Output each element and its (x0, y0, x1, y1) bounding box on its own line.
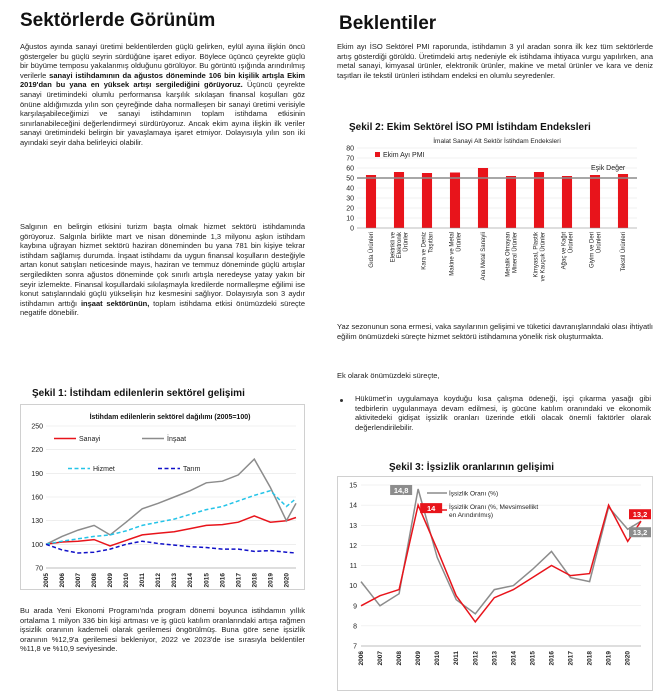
x-tick-label-line: Kimyasal, Plastik (533, 232, 540, 278)
bullet-item: Hükümet'in uygulamaya koyduğu kısa çalışma ödeneği, işçi çıkarma yasağı gibi tedbirlerin uygulanmaya devam edilmesi, iş gücüne katılım oranındaki ve ekonomik aktivitedeki gidişat işsizlik oranları üzerinde etkili olacak önemli faktörler olarak değerlendirilebilir. (355, 394, 651, 432)
y-tick-label: 0 (350, 225, 354, 233)
x-tick-label: 2015 (529, 651, 537, 666)
x-tick-label-line: Elektronik (397, 232, 403, 259)
pmi-bar-chart (337, 134, 653, 316)
legend-label: Hizmet (93, 466, 115, 473)
y-tick-label: 15 (349, 482, 357, 490)
value-badge-label: 14,8 (393, 485, 409, 495)
y-tick-label: 190 (31, 470, 43, 478)
x-tick-label (590, 232, 603, 268)
y-tick-label: 130 (31, 518, 43, 526)
text-run: Ağustos ayında sanayi üretimi beklentilerden güçlü gelirken, eylül ayına ilişkin öncü göstergeler bu güçlü seyrin sürdüğüne işaret ediyor. Böylece üçüncü çeyrekte güçlü bir büyüme temposu yakalanmış olduğunu görülüyor. Bu görüntü ışığında arındırılmış verilerle (20, 42, 305, 80)
text-run: Salgının en belirgin etkisini turizm başta olmak hizmet sektörü istihdamında görüyoruz. Salgınla birlikte mart ve nisan döneminde 1,3 milyonu aşkın istihdam kaybına uğrayan hizmet sektörü haziran döneminden bu yana 781 bin kişiye tekrar istihdam sağlamış durumda. İnşaat istihdamı da uygun finansal koşulların desteğiyle artan konut satışları neticesinde mayıs, haziran ve temmuz döneminde güçlü artışlar sergiledikten sonra ağustos döneminde çok sınırlı artışla neredeyse yatay yakın bir seyir izlemekte. Finansal koşullardaki sıkılaşmayla kredilerde normalleşme eğilimi ise konut satışlarındaki güçlü yükselişin hız kesmesini sağlıyor. Dolayısıyla son 3 aydır istihdamın arttığı (20, 222, 305, 308)
x-tick-label-line: Elektrikli ve (390, 232, 397, 263)
y-tick-label: 9 (353, 603, 357, 611)
x-tick-label: 2013 (491, 651, 499, 666)
bar (506, 176, 516, 228)
y-tick-label: 70 (346, 155, 354, 163)
paragraph-hizmet-risk: Yaz sezonunun sona ermesi, vaka sayılarının gelişimi ve tüketici davranışlarındaki olası ihtiyatlı eğilim önümüzdeki süreçte hizmet sektörü istihdamına yönelik risk oluşturmakta. (337, 322, 653, 341)
x-tick-label-line: Ürünler (456, 232, 463, 252)
y-tick-label: 60 (346, 165, 354, 173)
y-tick-label: 13 (349, 522, 357, 530)
y-tick-label: 70 (35, 565, 43, 573)
legend-swatch (375, 152, 380, 157)
legend-label-line: İşsizlik Oranı (%, Mevsimsellikt (449, 504, 539, 511)
y-tick-label: 8 (353, 623, 357, 631)
x-tick-label (620, 232, 627, 271)
x-tick-label: 2007 (377, 651, 385, 666)
x-tick-label-line: Giyim ve Deri (589, 232, 596, 269)
bar (394, 172, 404, 228)
section-heading-beklentiler: Beklentiler (339, 13, 437, 34)
x-tick-label: 2011 (139, 573, 147, 588)
y-tick-label: 250 (31, 423, 43, 431)
y-tick-label: 40 (346, 185, 354, 193)
x-tick-label: 2008 (91, 573, 99, 588)
figure3-title: Şekil 3: İşsizlik oranlarının gelişimi (389, 462, 555, 473)
x-tick-label: 2006 (358, 651, 365, 666)
x-tick-label: 2009 (415, 651, 423, 666)
bar (562, 176, 572, 228)
x-tick-label (368, 232, 375, 268)
legend-label: İnşaat (167, 436, 187, 443)
legend-label: Ekim Ayı PMI (383, 152, 425, 159)
sector-employment-chart (20, 404, 305, 590)
x-tick-label: 2019 (267, 573, 275, 588)
paragraph-yep: Bu arada Yeni Ekonomi Programı'nda program dönemi boyunca istihdamın yıllık ortalama 1 milyon 336 bin kişi artması ve iş gücü katılım oranlarındaki artışa rağmen işsizlik oranının kademeli olarak gerilemesi öngörülmüş. Buna göre sene işsizlik oranının %12,9'a gerilemesi bekleniyor, 2022 ve 2023'de ise sırasıyla beklentiler %11,8 ve %10,9 seviyesinde. (20, 606, 305, 654)
x-tick-label: 2015 (203, 573, 211, 588)
y-tick-label: 10 (349, 583, 357, 591)
x-tick-label: 2012 (472, 651, 480, 666)
x-tick-label (422, 232, 435, 270)
y-tick-label: 20 (346, 205, 354, 213)
text-run: toplam istihdama etkisi önümüzdeki süreçte negatife dönebilir. (20, 298, 305, 318)
x-tick-label (534, 231, 547, 281)
chart-title: İmalat Sanayi Alt Sektör İstihdam Endeksleri (433, 138, 561, 145)
x-tick-label: 2006 (59, 573, 67, 588)
x-tick-label: 2010 (434, 651, 442, 666)
bar (366, 175, 376, 228)
bar (618, 174, 628, 228)
legend-label-line: en Arındırılmış) (449, 512, 494, 519)
x-tick-label: 2017 (567, 651, 575, 666)
x-tick-label: 2012 (155, 573, 163, 588)
x-tick-label: 2018 (251, 573, 259, 588)
x-tick-label: 2013 (171, 573, 179, 588)
y-tick-label: 10 (346, 215, 354, 223)
figure1-title: Şekil 1: İstihdam edilenlerin sektörel gelişimi (32, 388, 245, 399)
y-tick-label: 30 (346, 195, 354, 203)
legend-label: Tarım (183, 466, 201, 473)
bar (478, 168, 488, 228)
paragraph-ek-olarak: Ek olarak önümüzdeki süreçte, (337, 371, 440, 380)
legend-label: Sanayi (79, 436, 101, 443)
bar (422, 173, 432, 228)
y-tick-label: 12 (349, 542, 357, 550)
x-tick-label-line: Kara ve Deniz (421, 232, 428, 270)
paragraph-hizmet (20, 222, 305, 318)
x-tick-label-line: Ana Metal Sanayii (481, 232, 487, 281)
x-tick-label-line: Ürünleri (568, 232, 575, 254)
y-tick-label: 100 (31, 541, 43, 549)
x-tick-label-line: Ağaç ve Kağıt (561, 232, 568, 270)
x-tick-label (562, 232, 575, 270)
x-tick-label-line: Gıda Ürünleri (369, 232, 375, 268)
x-tick-label: 2011 (453, 651, 461, 666)
x-tick-label: 2020 (283, 573, 291, 588)
x-tick-label: 2014 (510, 651, 518, 666)
value-badge-label: 13,2 (632, 510, 648, 520)
bar (450, 173, 460, 229)
bold-run: inşaat sektörünün, (80, 298, 150, 308)
y-tick-label: 160 (31, 494, 43, 502)
value-badge-label: 14 (426, 503, 436, 513)
chart-title: İstihdam edilenlerin sektörel dağılımı (2005=100) (89, 414, 251, 421)
x-tick-label: 2005 (43, 573, 50, 588)
y-tick-label: 11 (349, 563, 357, 570)
bar (590, 175, 600, 228)
x-tick-label: 2007 (75, 573, 83, 588)
x-tick-label-line: Tekstil Ürünleri (621, 232, 627, 272)
x-tick-label (450, 232, 463, 276)
y-tick-label: 14 (349, 502, 357, 510)
x-tick-label: 2016 (219, 573, 227, 588)
y-tick-label: 80 (346, 145, 354, 153)
x-tick-label (506, 232, 519, 277)
unemployment-chart (337, 476, 653, 691)
x-tick-label: 2009 (107, 573, 115, 588)
y-tick-label: 220 (31, 447, 43, 455)
section-heading-sektorler: Sektörlerde Görünüm (20, 10, 216, 31)
text-run: Üçüncü çeyrekte sanayi üretimindeki olumlu performansa karşılık sıkılaşan finansal koşulları göz önüne aldığımızda yılın son çeyreğinde daha normalleşen bir sanayi üretimi verisiyle karşılaşabileceğimizi ve sanayi istihdamının toplam istihdama etkisinin sınırlanabileceğini değerlendirmeyi sürdürüyoruz. Ancak ekim ayına ilişkin ilk veriler sanayi üretimindeki belirgin bir yavaşlamaya işaret etmiyor. Dolayısıyla yılın son iki ayındaki seyir daha belirleyici olabilir. (20, 80, 305, 147)
x-tick-label-line: Makine ve Metal (449, 232, 456, 276)
y-tick-label: 50 (346, 175, 354, 183)
x-tick-label: 2016 (548, 651, 556, 666)
x-tick-label-line: Ürünleri (596, 232, 603, 254)
paragraph-sanayi (20, 42, 305, 148)
figure2-title: Şekil 2: Ekim Sektörel İSO PMI İstihdam Endeksleri (349, 122, 591, 133)
x-tick-label-line: Ürünler (403, 232, 410, 252)
x-tick-label: 2020 (624, 651, 632, 666)
threshold-label: Eşik Değer (591, 165, 626, 172)
x-tick-label-line: Metalik Olmayan (505, 232, 512, 277)
x-tick-label (481, 232, 487, 280)
x-tick-label: 2017 (235, 573, 243, 588)
x-tick-label: 2018 (586, 651, 594, 666)
bar (534, 172, 544, 228)
x-tick-label-line: Taşıtları (428, 232, 435, 254)
x-tick-label: 2008 (396, 651, 404, 666)
x-tick-label: 2014 (187, 573, 195, 588)
bold-run: sanayi istihdamının da ağustos döneminde 106 bin kişilik artışla Ekim 2019'dan bu yana en yüksek artışı sergilediğini görüyoruz. (20, 70, 305, 90)
bullet-dot (340, 399, 343, 402)
value-badge-label: 13,2 (632, 528, 648, 538)
x-tick-label: 2019 (605, 651, 613, 666)
x-tick-label (390, 231, 409, 262)
x-tick-label-line: Mineral Ürünler (512, 232, 519, 274)
legend-label: İşsizlik Oranı (%) (449, 490, 499, 498)
x-tick-label: 2010 (123, 573, 131, 588)
x-tick-label-line: ve Kauçuk Ürünler (540, 232, 547, 282)
y-tick-label: 7 (353, 643, 357, 651)
paragraph-pmi: Ekim ayı İSO Sektörel PMI raporunda, istihdamın 3 yıl aradan sonra ilk kez tüm sektörlerde artış gösterdiği görüldü. Üretimdeki artış nedeniyle ek istihdama ihtiyaca vurgu yapılırken, ana metal sanayi, kimyasal ürünler, elektronik ürünler, makine ve metal ürünler ve kara ve deniz taşıtları ile tekstil ürünleri istihdam endeksi en olumlu seyredenler. (337, 42, 653, 80)
